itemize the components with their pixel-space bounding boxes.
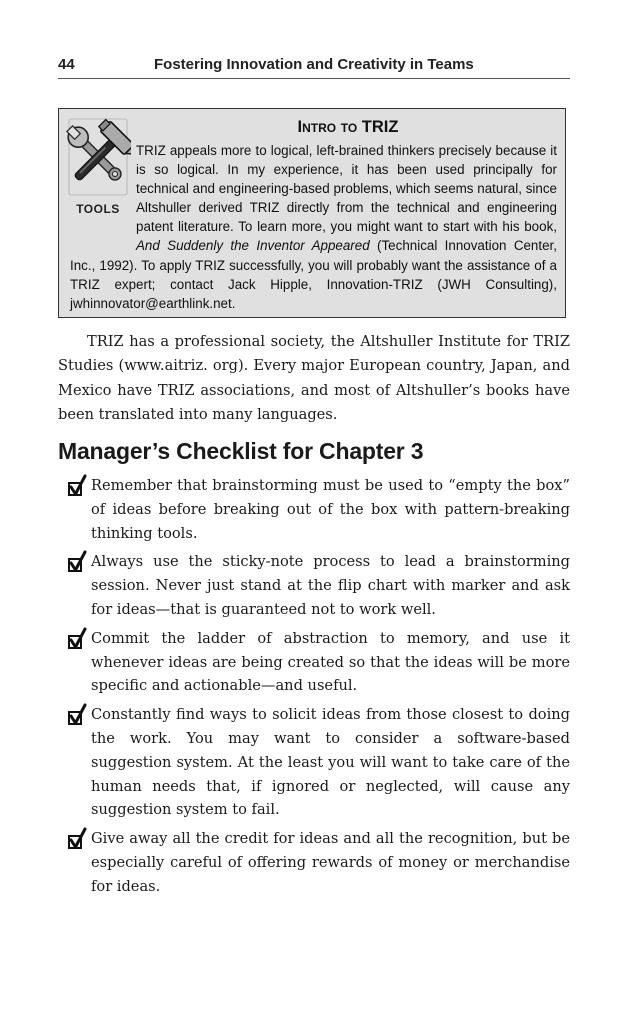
running-title: Fostering Innovation and Creativity in Teams — [154, 56, 474, 73]
checklist-item — [58, 550, 570, 621]
sidebar-body-text-1: TRIZ appeals more to logical, left-brained thinkers precisely because it is so logical. In my experience, it has been used principally for technical and engineering-based problems, which seems natural, since Altshuller derived TRIZ directly from the technical and engineering patent literature. To learn more, you might want to start with his book, — [136, 143, 557, 235]
checkmark-box-icon — [67, 474, 88, 498]
sidebar-body — [70, 141, 557, 313]
sidebar-title-main: TRIZ — [361, 118, 399, 136]
sidebar-body-text-2: (Technical Innovation Center, Inc., 1992). To apply TRIZ successfully, you will probably want the assistance of a TRIZ expert; contact Jack Hipple, Innovation-TRIZ (JWH Consulting), jwhinnovator@earthlink.net. — [70, 238, 557, 311]
book-title: And Suddenly the Inventor Appeared — [136, 238, 370, 254]
body-paragraph: TRIZ has a professional society, the Altshuller Institute for TRIZ Studies (www.aitriz. org). Every major European country, Japan, and Mexico have TRIZ associations, and most of Altshuller’s books have been translated into many languages. — [58, 333, 570, 424]
checklist-item-text: Give away all the credit for ideas and all the recognition, but be especially careful of offering rewards of money or merchandise for ideas. — [91, 830, 570, 895]
checkmark-box-icon — [67, 627, 88, 651]
checklist-item-text: Always use the sticky-note process to lead a brainstorming session. Never just stand at the flip chart with marker and ask for ideas—that is guaranteed not to work well. — [91, 553, 570, 618]
checklist-item — [58, 703, 570, 822]
checklist-item — [58, 474, 570, 545]
sidebar-title — [135, 118, 561, 137]
checkmark-box-icon — [67, 827, 88, 851]
checklist-item — [58, 627, 570, 698]
running-header — [58, 52, 570, 79]
page-number: 44 — [58, 56, 75, 73]
checkmark-box-icon — [67, 703, 88, 727]
checklist — [58, 474, 570, 904]
checkmark-box-icon — [67, 550, 88, 574]
tools-label: TOOLS — [76, 202, 120, 216]
checklist-item-text: Remember that brainstorming must be used to “empty the box” of ideas before breaking out of the box with pattern-breaking thinking tools. — [91, 477, 570, 542]
checklist-item-text: Commit the ladder of abstraction to memory, and use it whenever ideas are being created so that the ideas will be more specific and actionable—and useful. — [91, 629, 570, 695]
checklist-item — [58, 827, 570, 898]
checklist-item-text: Constantly find ways to solicit ideas from those closest to doing the work. You may want to consider a software-based suggestion system. At the least you will want to take care of the human needs that, if ignored or neglected, will cause any suggestion system to fail. — [91, 706, 570, 819]
sidebar-title-prefix: Intro to — [297, 118, 358, 136]
tools-sidebar-box — [58, 108, 566, 318]
checklist-heading: Manager’s Checklist for Chapter 3 — [58, 438, 424, 464]
